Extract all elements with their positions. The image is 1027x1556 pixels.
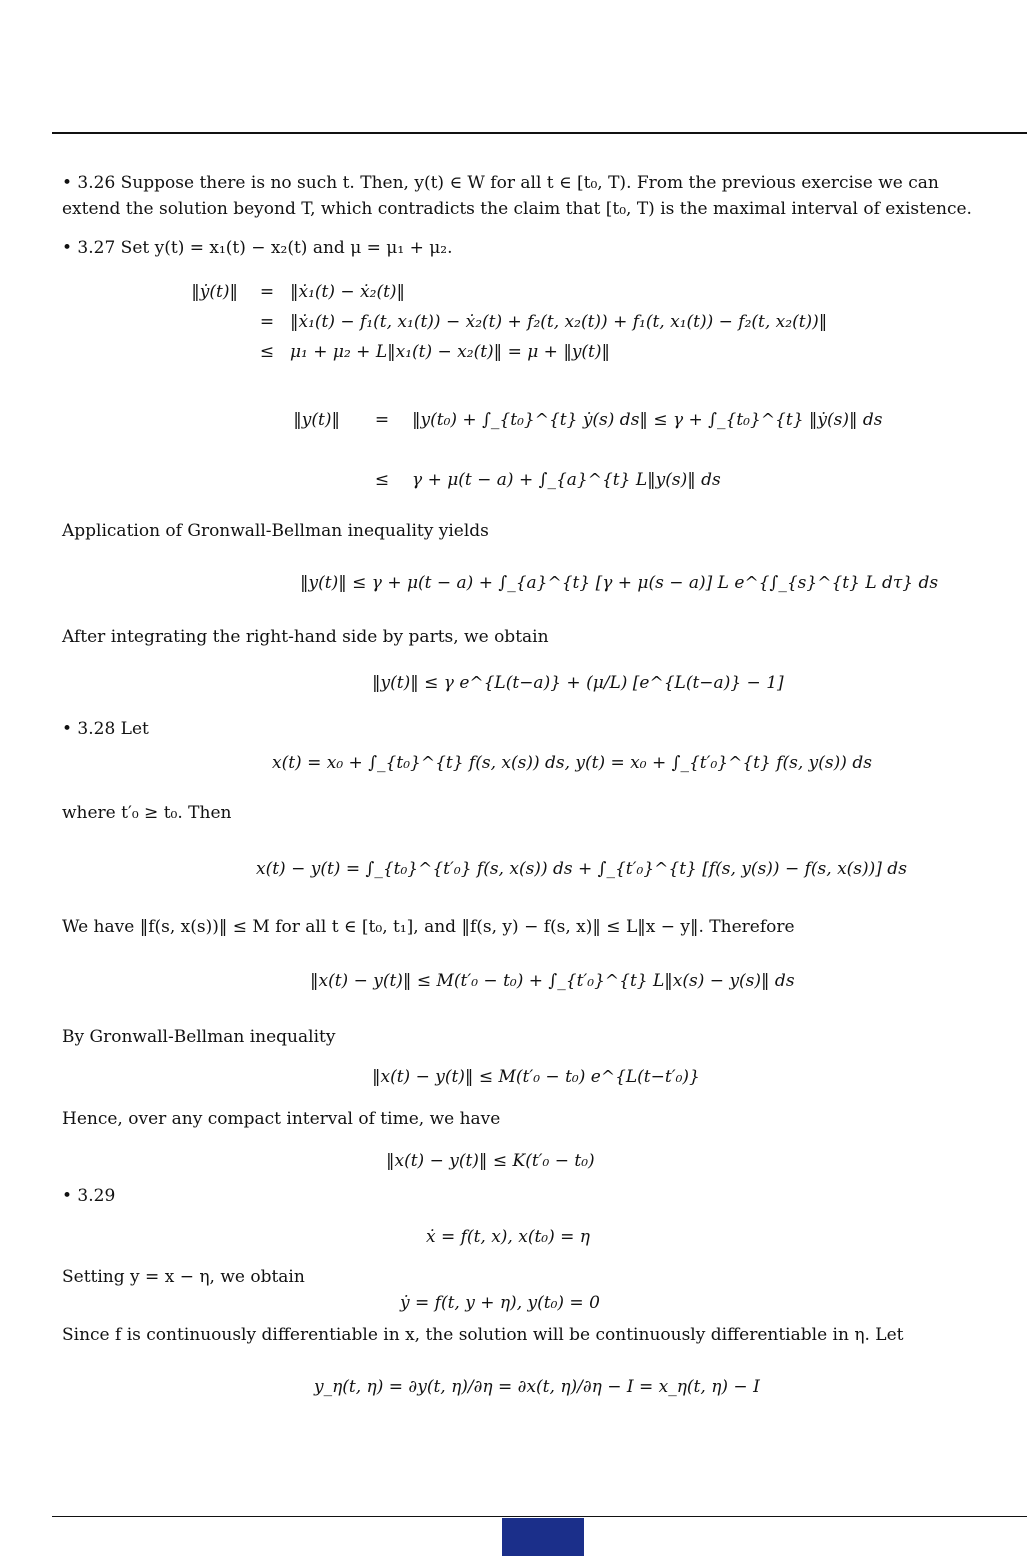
we-have-text: We have ‖f(s, x(s))‖ ≤ M for all t ∈ [t₀, t₁], and ‖f(s, y) − f(s, x)‖ ≤ L‖x − y‖. Therefore bbox=[62, 917, 795, 937]
exercise-3-26-line-2: extend the solution beyond T, which contradicts the claim that [t₀, T) is the maximal interval of existence. bbox=[62, 199, 972, 219]
eq-b-row-1-lhs: ‖y(t)‖ bbox=[293, 410, 340, 430]
eq-a-row-1-op: = bbox=[259, 282, 275, 302]
definition-equation: x(t) = x₀ + ∫_{t₀}^{t} f(s, x(s)) ds, y(t) = x₀ + ∫_{t′₀}^{t} f(s, y(s)) ds bbox=[272, 753, 872, 773]
eq-b-row-1-op: = bbox=[374, 410, 390, 430]
gronwall-bellman-equation: ‖x(t) − y(t)‖ ≤ M(t′₀ − t₀) e^{L(t−t′₀)} bbox=[372, 1067, 700, 1087]
exercise-3-26-line-1: • 3.26 Suppose there is no such t. Then, y(t) ∈ W for all t ∈ [t₀, T). From the previous exercise we can bbox=[62, 173, 939, 193]
compact-equation: ‖x(t) − y(t)‖ ≤ K(t′₀ − t₀) bbox=[386, 1151, 595, 1171]
eq-a-row-3-op: ≤ bbox=[259, 342, 275, 362]
derivative-equation: y_η(t, η) = ∂y(t, η)/∂η = ∂x(t, η)/∂η − I = x_η(t, η) − I bbox=[314, 1377, 760, 1397]
eq-b-row-1-rhs: ‖y(t₀) + ∫_{t₀}^{t} ẏ(s) ds‖ ≤ γ + ∫_{t₀}^{t} ‖ẏ(s)‖ ds bbox=[412, 410, 883, 430]
gronwall-bellman-text: By Gronwall-Bellman inequality bbox=[62, 1027, 336, 1047]
parts-equation: ‖y(t)‖ ≤ γ e^{L(t−a)} + (μ/L) [e^{L(t−a)} − 1] bbox=[372, 673, 784, 693]
bottom-rule bbox=[52, 1516, 1027, 1517]
shifted-equation: ẏ = f(t, y + η), y(t₀) = 0 bbox=[400, 1293, 600, 1313]
eq-b-row-2-rhs: γ + μ(t − a) + ∫_{a}^{t} L‖y(s)‖ ds bbox=[412, 470, 721, 490]
exercise-3-29-heading: • 3.29 bbox=[62, 1186, 116, 1206]
exercise-3-27-heading: • 3.27 Set y(t) = x₁(t) − x₂(t) and μ = μ₁ + μ₂. bbox=[62, 238, 453, 258]
compact-interval-text: Hence, over any compact interval of time, we have bbox=[62, 1109, 501, 1129]
page-number-tab bbox=[502, 1518, 584, 1556]
where-text: where t′₀ ≥ t₀. Then bbox=[62, 803, 232, 823]
eq-a-row-2-rhs: ‖ẋ₁(t) − f₁(t, x₁(t)) − ẋ₂(t) + f₂(t, x₂(t)) + f₁(t, x₁(t)) − f₂(t, x₂(t))‖ bbox=[290, 312, 828, 332]
gronwall-equation: ‖y(t)‖ ≤ γ + μ(t − a) + ∫_{a}^{t} [γ + μ(s − a)] L e^{∫_{s}^{t} L dτ} ds bbox=[300, 573, 939, 593]
ode-equation: ẋ = f(t, x), x(t₀) = η bbox=[426, 1227, 590, 1247]
eq-b-row-2-op: ≤ bbox=[374, 470, 390, 490]
bound-equation: ‖x(t) − y(t)‖ ≤ M(t′₀ − t₀) + ∫_{t′₀}^{t} L‖x(s) − y(s)‖ ds bbox=[310, 971, 795, 991]
eq-a-row-3-rhs: μ₁ + μ₂ + L‖x₁(t) − x₂(t)‖ = μ + ‖y(t)‖ bbox=[290, 342, 611, 362]
setting-text: Setting y = x − η, we obtain bbox=[62, 1267, 305, 1287]
integration-by-parts-text: After integrating the right-hand side by parts, we obtain bbox=[62, 627, 549, 647]
exercise-3-28-heading: • 3.28 Let bbox=[62, 719, 149, 739]
gronwall-text: Application of Gronwall-Bellman inequality yields bbox=[62, 521, 489, 541]
eq-a-row-1-lhs: ‖ẏ(t)‖ bbox=[191, 282, 238, 302]
eq-a-row-2-op: = bbox=[259, 312, 275, 332]
eq-a-row-1-rhs: ‖ẋ₁(t) − ẋ₂(t)‖ bbox=[290, 282, 406, 302]
top-rule bbox=[52, 132, 1027, 134]
since-text: Since f is continuously differentiable in x, the solution will be continuously differentiable in η. Let bbox=[62, 1325, 904, 1345]
difference-equation: x(t) − y(t) = ∫_{t₀}^{t′₀} f(s, x(s)) ds + ∫_{t′₀}^{t} [f(s, y(s)) − f(s, x(s))] ds bbox=[256, 859, 907, 879]
